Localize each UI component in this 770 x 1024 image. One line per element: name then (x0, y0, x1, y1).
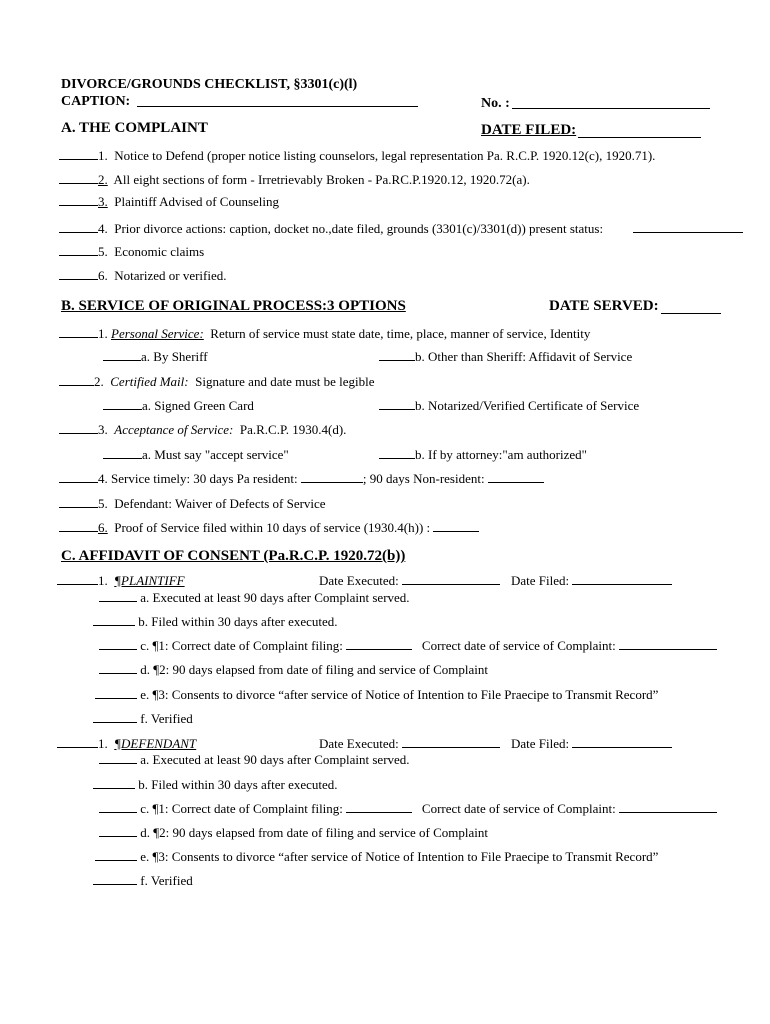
date-served-label: DATE SERVED: (549, 298, 659, 314)
document-title: DIVORCE/GROUNDS CHECKLIST, §3301(c)(l) (61, 77, 358, 92)
plaintiff-item-a: a. Executed at least 90 days after Complaint served. (99, 589, 410, 605)
nonresident-days-blank[interactable] (488, 470, 544, 483)
check-blank[interactable] (59, 171, 98, 184)
check-blank[interactable] (95, 848, 137, 861)
check-blank[interactable] (57, 735, 98, 748)
docket-no-label: No. : (481, 96, 510, 111)
date-filed-blank[interactable] (572, 572, 672, 585)
check-blank[interactable] (59, 220, 98, 233)
plaintiff-date-executed: Date Executed: (319, 572, 500, 588)
checklist-a-item-6: 6. Notarized or verified. (59, 267, 227, 283)
check-blank[interactable] (59, 519, 98, 532)
check-blank[interactable] (93, 776, 135, 789)
check-blank[interactable] (93, 613, 135, 626)
check-blank[interactable] (99, 589, 137, 602)
section-a-heading: A. THE COMPLAINT (61, 120, 208, 136)
plaintiff-row: 1. ¶PLAINTIFF (57, 572, 185, 588)
plaintiff-item-e: e. ¶3: Consents to divorce “after service of Notice of Intention to File Praecipe to Transmit Record” (95, 686, 658, 702)
defendant-item-d: d. ¶2: 90 days elapsed from date of filing and service of Complaint (99, 824, 488, 840)
date-executed-blank[interactable] (402, 735, 500, 748)
check-blank[interactable] (59, 495, 98, 508)
service-item-5: 5. Defendant: Waiver of Defects of Service (59, 495, 326, 511)
defendant-row: 1. ¶DEFENDANT (57, 735, 196, 751)
plaintiff-item-b: b. Filed within 30 days after executed. (93, 613, 338, 629)
check-blank[interactable] (59, 325, 98, 338)
defendant-item-f: f. Verified (93, 872, 193, 888)
plaintiff-item-f: f. Verified (93, 710, 193, 726)
service-item-1b: b. Other than Sheriff: Affidavit of Service (379, 348, 632, 364)
service-item-3a: a. Must say "accept service" (103, 446, 289, 462)
resident-days-blank[interactable] (301, 470, 363, 483)
check-blank[interactable] (93, 710, 137, 723)
check-blank[interactable] (99, 637, 137, 650)
date-executed-blank[interactable] (402, 572, 500, 585)
service-item-4: 4. Service timely: 30 days Pa resident: ; 90 days Non-resident: (59, 470, 544, 486)
defendant-date-filed: Date Filed: (511, 735, 672, 751)
check-blank[interactable] (59, 373, 94, 386)
checklist-a-item-4: 4. Prior divorce actions: caption, docket no.,date filed, grounds (3301(c)/3301(d)) present status: (59, 220, 603, 236)
plaintiff-date-filed: Date Filed: (511, 572, 672, 588)
check-blank[interactable] (59, 147, 98, 160)
check-blank[interactable] (99, 800, 137, 813)
check-blank[interactable] (59, 421, 98, 434)
complaint-service-date-blank[interactable] (619, 800, 717, 813)
check-blank[interactable] (99, 751, 137, 764)
check-blank[interactable] (379, 348, 415, 361)
section-c-heading: C. AFFIDAVIT OF CONSENT (Pa.R.C.P. 1920.72(b)) (61, 548, 406, 564)
caption-label: CAPTION: (61, 94, 131, 109)
prior-actions-status-blank[interactable] (633, 232, 743, 233)
date-served-blank[interactable] (661, 313, 721, 314)
check-blank[interactable] (93, 872, 137, 885)
check-blank[interactable] (59, 470, 98, 483)
check-blank[interactable] (379, 397, 415, 410)
date-filed-blank[interactable] (572, 735, 672, 748)
defendant-item-c: c. ¶1: Correct date of Complaint filing: Correct date of service of Complaint: (99, 800, 717, 816)
check-blank[interactable] (103, 348, 141, 361)
defendant-item-b: b. Filed within 30 days after executed. (93, 776, 338, 792)
service-item-3b: b. If by attorney:"am authorized" (379, 446, 587, 462)
section-b-heading: B. SERVICE OF ORIGINAL PROCESS:3 OPTIONS (61, 298, 406, 314)
plaintiff-item-c: c. ¶1: Correct date of Complaint filing: Correct date of service of Complaint: (99, 637, 717, 653)
check-blank[interactable] (103, 446, 142, 459)
service-item-2b: b. Notarized/Verified Certificate of Service (379, 397, 639, 413)
checklist-a-item-5: 5. Economic claims (59, 243, 204, 259)
service-item-1a: a. By Sheriff (103, 348, 208, 364)
proof-of-service-blank[interactable] (433, 519, 479, 532)
date-filed-blank[interactable] (578, 137, 701, 138)
service-item-2: 2. Certified Mail: Signature and date must be legible (59, 373, 375, 389)
checklist-a-item-2: 2. All eight sections of form - Irretrievably Broken - Pa.RC.P.1920.12, 1920.72(a). (59, 171, 530, 187)
check-blank[interactable] (59, 267, 98, 280)
check-blank[interactable] (95, 686, 137, 699)
defendant-item-a: a. Executed at least 90 days after Complaint served. (99, 751, 410, 767)
check-blank[interactable] (59, 193, 98, 206)
date-filed-label: DATE FILED: (481, 122, 577, 138)
checklist-a-item-3: 3. Plaintiff Advised of Counseling (59, 193, 279, 209)
complaint-filing-date-blank[interactable] (346, 637, 412, 650)
plaintiff-item-d: d. ¶2: 90 days elapsed from date of filing and service of Complaint (99, 661, 488, 677)
service-item-3: 3. Acceptance of Service: Pa.R.C.P. 1930.4(d). (59, 421, 346, 437)
check-blank[interactable] (59, 243, 98, 256)
check-blank[interactable] (57, 572, 98, 585)
check-blank[interactable] (99, 824, 137, 837)
checklist-a-item-1: 1. Notice to Defend (proper notice listing counselors, legal representation Pa. R.C.P. 1920.12(c), 1920.71). (59, 147, 655, 163)
complaint-service-date-blank[interactable] (619, 637, 717, 650)
check-blank[interactable] (379, 446, 415, 459)
docket-no-blank[interactable] (512, 108, 710, 109)
defendant-date-executed: Date Executed: (319, 735, 500, 751)
check-blank[interactable] (99, 661, 137, 674)
check-blank[interactable] (103, 397, 142, 410)
service-item-6: 6. Proof of Service filed within 10 days of service (1930.4(h)) : (59, 519, 479, 535)
service-item-2a: a. Signed Green Card (103, 397, 254, 413)
caption-blank[interactable] (137, 106, 418, 107)
service-item-1: 1. Personal Service: Return of service must state date, time, place, manner of service, Identity (59, 325, 590, 341)
defendant-item-e: e. ¶3: Consents to divorce “after service of Notice of Intention to File Praecipe to Transmit Record” (95, 848, 658, 864)
complaint-filing-date-blank[interactable] (346, 800, 412, 813)
